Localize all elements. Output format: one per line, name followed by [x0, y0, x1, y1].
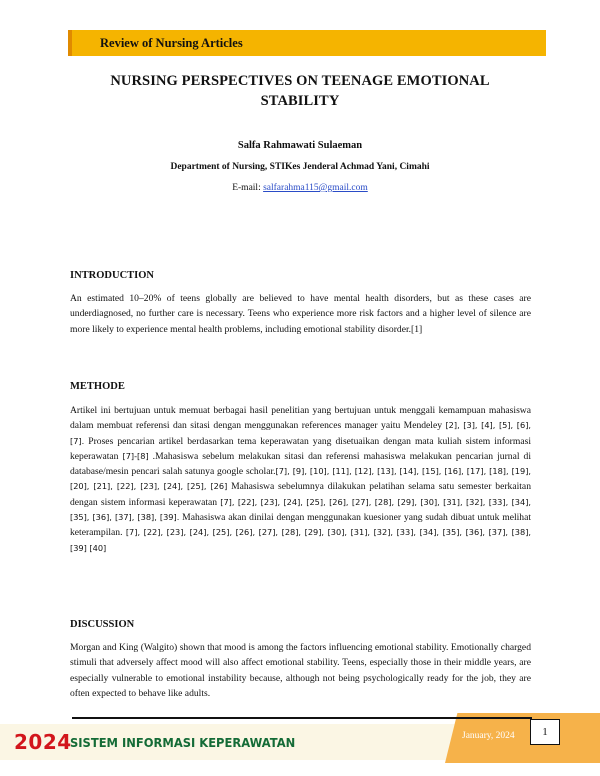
paper-title: NURSING PERSPECTIVES ON TEENAGE EMOTIONAL STABILITY [110, 73, 490, 109]
citation-refs: [7], [22], [23], [24], [25], [26], [27], [28], [29], [30], [31], [32], [33], [34], [35], [36], [37], [38], [39]. [70, 496, 531, 523]
methode-text [70, 403, 531, 556]
methode-heading: METHODE [70, 381, 125, 392]
email-line [70, 183, 530, 193]
introduction-text: An estimated 10–20% of teens globally are believed to have mental health disorders, but as these cases are underdiagnosed, no further care is necessary. Teens who experience more risk factors and a higher level of silence are more likely to experience mental health problems, including emotional stability disorder.[1] [70, 293, 531, 335]
citation-refs: [7]-[8] [122, 450, 149, 461]
discussion-text: Morgan and King (Walgito) shown that mood is among the factors influencing emotional stability. Emotionally charged stimuli that adversely affect mood will also affect emotional stability. Teens, especially those in their middle years, are especially vulnerable to emotional instability because, although not being psychologically ready for the job, they are often expected to behave like adults. [70, 642, 531, 699]
methode-text-part: Proses pencarian artikel berdasarkan tema keperawatan yang disetuaikan dengan mata kuliah sistem informasi keperawatan [70, 435, 531, 462]
footer-year: 2024 [14, 730, 72, 754]
discussion-heading: DISCUSSION [70, 619, 135, 630]
citation-refs: [2], [3], [4], [5], [6], [7]. [70, 420, 531, 446]
footer-divider [72, 717, 532, 719]
email-link[interactable]: salfarahma115@gmail.com [263, 183, 368, 193]
author-name: Salfa Rahmawati Sulaeman [237, 140, 363, 151]
email-label: E-mail: [232, 183, 264, 193]
methode-text-part: Artikel ini bertujuan untuk memuat berbagai hasil penelitian yang bertujuan untuk menggali kemampuan mahasiswa dalam membuat referensi dan sitasi dengan menggunakan references manager yaitu Mendeley [70, 405, 531, 432]
citation-refs: [7], [9], [10], [11], [12], [13], [14], [15], [16], [17], [18], [19], [20], [21], [22], [23], [24], [25], [26] [70, 466, 531, 492]
citation-refs: [7], [22], [23], [24], [25], [26], [27], [28], [29], [30], [31], [32], [33], [34], [35], [36], [37], [38], [39] [40] [70, 527, 531, 553]
methode-text-part: Mahasiswa sebelumnya dilakukan pelatihan selama satu semester berkaitan dengan sistem informasi keperawatan [70, 481, 531, 508]
footer-journal-name: SISTEM INFORMASI KEPERAWATAN [70, 735, 296, 750]
introduction-heading: INTRODUCTION [70, 270, 155, 281]
methode-text-part: Mahasiswa akan dinilai dengan menggunakan kuesioner yang sudah dibuat untuk melihat keterampilan. [70, 512, 531, 539]
methode-text-part: .Mahasiswa sebelum melakukan sitasi dan referensi mahasiswa melakukan pencarian jurnal di database/mesin pencari salah satunya google scholar. [70, 450, 531, 478]
journal-section-label: Review of Nursing Articles [100, 36, 243, 50]
footer-date: January, 2024 [462, 731, 515, 741]
author-affiliation: Department of Nursing, STIKes Jenderal Achmad Yani, Cimahi [170, 162, 430, 172]
page-number: 1 [530, 719, 560, 745]
